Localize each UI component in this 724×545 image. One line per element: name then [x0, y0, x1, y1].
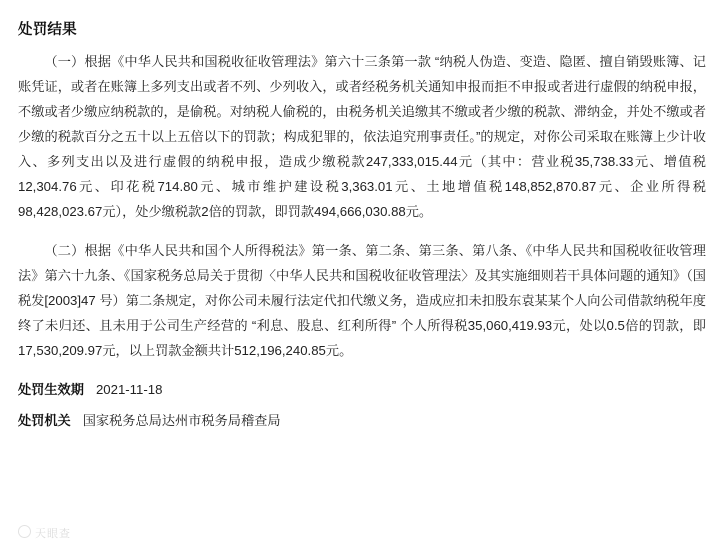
paragraph-two: （二）根据《中华人民共和国个人所得税法》第一条、第二条、第三条、第八条、《中华人民共和国税收征收管理法》第六十九条、《国家税务总局关于贯彻〈中华人民共和国税收征收管理法〉及其实施细则若干具体问题的通知》（国税发[2003]47 号）第二条规定，对你公司未履行法定代扣代缴义务，造成应扣未扣股东袁某某个人向公司借款纳税年度终了未归还、且未用于公司生产经营的 “利息、股息、红利所得” 个人所得税35,060,419.93元，处以0.5倍的罚款，即17,530,209.97元，以上罚款金额共计512,196,240.85元。	[18, 243, 706, 358]
authority-label: 处罚机关	[18, 413, 71, 428]
watermark-text: 天眼查	[35, 528, 71, 540]
watermark	[18, 525, 71, 541]
paragraph-one: （一）根据《中华人民共和国税收征收管理法》第六十三条第一款 “纳税人伪造、变造、隐匿、擅自销毁账簿、记账凭证，或者在账簿上多列支出或者不列、少列收入，或者经税务机关通知申报而拒不申报或者进行虚假的纳税申报，不缴或者少缴应纳税款的，是偷税。对纳税人偷税的，由税务机关追缴其不缴或者少缴的税款、滞纳金，并处不缴或者少缴的税款百分之五十以上五倍以下的罚款；构成犯罪的，依法追究刑事责任。”的规定，对你公司采取在账簿上少计收入、多列支出以及进行虚假的纳税申报，造成少缴税款247,333,015.44元（其中：营业税35,738.33元、增值税12,304.76元、印花税714.80元、城市维护建设税3,363.01元、土地增值税148,852,870.87元、企业所得税98,428,023.67元），处少缴税款2倍的罚款，即罚款494,666,030.88元。	[18, 54, 706, 219]
effective-date-row	[18, 379, 706, 398]
watermark-logo-icon	[18, 525, 31, 538]
effective-date-value: 2021-11-18	[95, 382, 163, 397]
authority-value: 国家税务总局达州市税务局稽查局	[82, 413, 281, 428]
page-title: 处罚结果	[18, 22, 77, 38]
effective-date-label: 处罚生效期	[18, 382, 84, 397]
authority-row	[18, 410, 706, 429]
